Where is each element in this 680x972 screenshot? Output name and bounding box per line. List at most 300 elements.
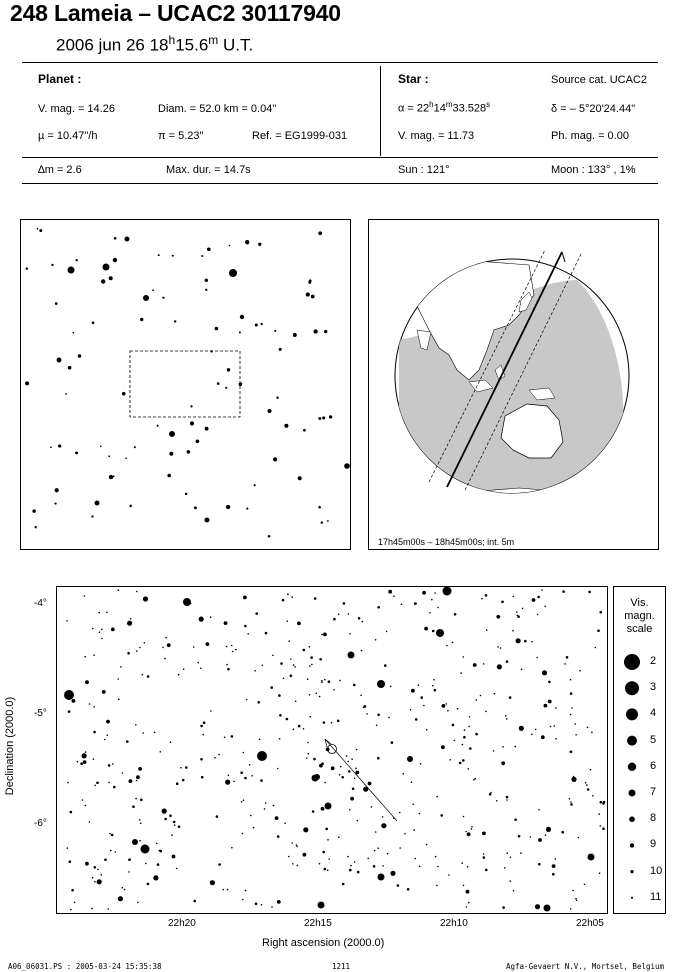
- finder-star: [129, 505, 132, 508]
- chart-star: [322, 851, 325, 854]
- chart-star: [288, 856, 290, 858]
- chart-star: [566, 656, 569, 659]
- chart-star: [291, 842, 293, 844]
- chart-star: [251, 775, 253, 777]
- finder-star: [229, 245, 231, 247]
- chart-star: [434, 689, 437, 692]
- globe-panel: [368, 219, 659, 550]
- chart-star: [489, 793, 492, 796]
- chart-star: [426, 729, 428, 731]
- alpha-h-unit: h: [429, 100, 434, 109]
- chart-star: [97, 879, 102, 884]
- chart-star: [382, 816, 384, 818]
- chart-star: [84, 595, 86, 597]
- chart-star: [102, 690, 106, 694]
- chart-star: [71, 889, 74, 892]
- chart-star: [541, 735, 545, 739]
- finder-star: [229, 269, 237, 277]
- info-divider: [380, 66, 381, 156]
- chart-star: [136, 775, 140, 779]
- finder-star: [158, 254, 160, 256]
- chart-star: [264, 808, 266, 810]
- scale-title-line-3: scale: [626, 623, 653, 635]
- chart-star: [471, 828, 473, 830]
- star-heading: Star :: [398, 72, 429, 86]
- chart-star: [350, 865, 352, 867]
- chart-star: [597, 629, 600, 632]
- finder-star: [194, 506, 197, 509]
- chart-star: [190, 603, 192, 605]
- chart-star: [471, 826, 473, 828]
- chart-star: [130, 618, 132, 620]
- finder-star: [322, 416, 325, 419]
- chart-star: [199, 617, 204, 622]
- chart-star: [459, 762, 462, 765]
- chart-star: [500, 647, 502, 649]
- chart-star: [328, 858, 330, 860]
- chart-star: [571, 777, 576, 782]
- chart-star: [85, 805, 87, 807]
- y-tick-3: -6°: [34, 818, 47, 829]
- star-delta: δ = – 5°20'24.44": [551, 103, 636, 115]
- chart-star: [306, 757, 308, 759]
- chart-star: [502, 906, 505, 909]
- chart-star: [210, 880, 215, 885]
- chart-star: [576, 900, 578, 902]
- chart-star: [584, 884, 586, 886]
- scale-label: 4: [650, 707, 657, 720]
- alpha-hours: α = 22: [398, 102, 430, 115]
- chart-star: [206, 642, 210, 646]
- chart-star: [442, 704, 446, 708]
- chart-star: [128, 871, 130, 873]
- chart-star: [433, 679, 435, 681]
- chart-star: [496, 615, 500, 619]
- chart-star: [106, 612, 108, 614]
- chart-star: [69, 695, 71, 697]
- chart-star: [293, 729, 295, 731]
- chart-star: [436, 796, 438, 798]
- chart-star: [233, 781, 235, 783]
- chart-star: [290, 674, 293, 677]
- chart-star: [122, 887, 124, 889]
- chart-star: [140, 799, 143, 802]
- chart-star: [167, 643, 171, 647]
- x-axis-label: Right ascension (2000.0): [262, 937, 385, 949]
- chart-star: [355, 768, 357, 770]
- chart-star: [535, 729, 537, 731]
- finder-star: [196, 439, 200, 443]
- chart-star: [277, 835, 280, 838]
- planet-parallax: π = 5.23": [158, 130, 204, 142]
- chart-star: [77, 761, 79, 763]
- chart-star: [550, 726, 552, 728]
- chart-star: [411, 781, 413, 783]
- event-datetime: [56, 33, 253, 56]
- chart-star: [67, 847, 69, 849]
- chart-star: [579, 670, 581, 672]
- chart-star: [210, 616, 212, 618]
- chart-star: [413, 829, 415, 831]
- chart-star: [555, 707, 557, 709]
- direction-arrow: [557, 252, 565, 262]
- chart-star: [328, 680, 331, 683]
- chart-star: [338, 836, 340, 838]
- chart-star: [243, 596, 247, 600]
- chart-star: [176, 868, 178, 870]
- finder-star: [318, 417, 321, 420]
- finder-star: [324, 330, 327, 333]
- chart-star: [118, 698, 120, 700]
- chart-star: [404, 833, 406, 835]
- chart-star: [493, 750, 495, 752]
- finder-star: [25, 381, 29, 385]
- chart-star: [224, 621, 228, 625]
- chart-star: [135, 724, 137, 726]
- chart-star: [535, 904, 540, 909]
- chart-star: [377, 714, 380, 717]
- chart-star: [449, 759, 451, 761]
- chart-star: [255, 612, 258, 615]
- chart-star: [109, 833, 111, 835]
- chart-star: [99, 632, 101, 634]
- chart-star: [246, 699, 248, 701]
- chart-star: [278, 694, 281, 697]
- chart-star: [388, 717, 390, 719]
- scale-title-line-2: magn.: [624, 610, 655, 622]
- finder-star: [55, 488, 59, 492]
- chart-star: [74, 902, 76, 904]
- chart-star: [544, 704, 548, 708]
- chart-star: [279, 714, 282, 717]
- chart-star: [316, 693, 318, 695]
- finder-star: [108, 455, 110, 457]
- star-chart: [57, 587, 607, 913]
- chart-star: [337, 720, 340, 723]
- chart-star: [486, 629, 488, 631]
- chart-star: [354, 861, 356, 863]
- chart-star: [270, 686, 273, 689]
- chart-star: [92, 628, 94, 630]
- chart-star: [466, 890, 470, 894]
- star-alpha: [398, 100, 490, 115]
- chart-star: [327, 839, 329, 841]
- chart-star: [244, 777, 247, 780]
- chart-star: [193, 900, 196, 903]
- chart-star: [147, 675, 150, 678]
- y-tick-1: -4°: [34, 598, 47, 609]
- chart-star: [462, 744, 464, 746]
- finder-star: [75, 451, 78, 454]
- scale-dot: [626, 708, 638, 720]
- chart-star: [298, 725, 301, 728]
- chart-star: [331, 722, 333, 724]
- chart-star: [244, 625, 247, 628]
- chart-star: [70, 909, 72, 911]
- finder-star: [207, 247, 211, 251]
- chart-star: [127, 652, 130, 655]
- chart-star: [303, 649, 306, 652]
- chart-star: [279, 738, 281, 740]
- chart-star: [293, 664, 295, 666]
- chart-star: [510, 857, 512, 859]
- chart-star: [323, 633, 327, 637]
- chart-star: [139, 840, 141, 842]
- chart-star: [504, 867, 506, 869]
- chart-star: [463, 816, 465, 818]
- alpha-m-unit: m: [445, 100, 453, 109]
- chart-star: [599, 611, 602, 614]
- chart-star: [452, 642, 454, 644]
- chart-star: [314, 597, 317, 600]
- chart-star: [91, 908, 93, 910]
- finder-star: [318, 506, 321, 509]
- finder-star: [226, 505, 230, 509]
- scale-label: 3: [650, 681, 657, 694]
- scale-dot: [631, 897, 633, 899]
- chart-star: [588, 854, 595, 861]
- chart-star: [346, 755, 348, 757]
- chart-star: [185, 766, 188, 769]
- chart-star: [519, 726, 524, 731]
- scale-label: 6: [650, 759, 657, 772]
- chart-star: [381, 823, 386, 828]
- finder-star: [190, 421, 194, 425]
- chart-star: [516, 638, 521, 643]
- chart-star: [227, 668, 230, 671]
- chart-star: [349, 809, 351, 811]
- chart-star: [537, 614, 539, 616]
- chart-star: [117, 678, 119, 680]
- scale-title-line-1: Vis.: [630, 597, 649, 609]
- chart-star: [362, 621, 364, 623]
- chart-star: [411, 689, 415, 693]
- chart-star: [319, 863, 321, 865]
- chart-star: [257, 701, 260, 704]
- chart-star: [303, 728, 305, 730]
- chart-star: [446, 703, 448, 705]
- scale-label: 10: [650, 864, 663, 877]
- finder-star: [167, 474, 171, 478]
- chart-star: [132, 805, 135, 808]
- chart-star: [129, 779, 133, 783]
- x-tick-3: 22h10: [440, 918, 468, 929]
- chart-star: [586, 784, 588, 786]
- chart-star: [265, 632, 268, 635]
- chart-star: [570, 751, 573, 754]
- chart-star: [67, 782, 69, 784]
- chart-star: [570, 714, 572, 716]
- chart-star: [377, 847, 379, 849]
- planet-diameter: Diam. = 52.0 km = 0.04": [158, 103, 277, 115]
- chart-star: [437, 866, 439, 868]
- chart-star: [390, 686, 392, 688]
- chart-star: [101, 874, 103, 876]
- chart-star: [590, 769, 592, 771]
- scale-dot: [624, 654, 640, 670]
- chart-star: [94, 866, 97, 869]
- chart-star: [497, 646, 499, 648]
- finder-star: [113, 258, 117, 262]
- star-chart-panel: [56, 586, 608, 914]
- chart-star: [145, 863, 147, 865]
- chart-star: [231, 847, 233, 849]
- chart-star: [422, 591, 426, 595]
- chart-star: [85, 751, 87, 753]
- chart-star: [501, 601, 504, 604]
- finder-star: [329, 415, 332, 418]
- chart-star: [245, 890, 247, 892]
- finder-star: [92, 321, 95, 324]
- chart-star: [113, 786, 116, 789]
- chart-star: [303, 853, 307, 857]
- finder-star: [174, 320, 176, 322]
- chart-star: [162, 647, 164, 649]
- chart-star: [521, 669, 523, 671]
- chart-star: [143, 596, 148, 601]
- chart-star: [324, 782, 326, 784]
- chart-star: [309, 665, 311, 667]
- chart-star: [142, 732, 144, 734]
- chart-star: [319, 658, 322, 661]
- star-source: Source cat. UCAC2: [551, 74, 647, 86]
- chart-star: [388, 590, 392, 594]
- chart-star: [375, 831, 377, 833]
- chart-star: [384, 664, 387, 667]
- chart-star: [348, 770, 351, 773]
- chart-star: [93, 758, 95, 760]
- chart-star: [463, 885, 465, 887]
- finder-star: [215, 327, 219, 331]
- finder-star: [55, 503, 57, 505]
- chart-star: [255, 903, 258, 906]
- chart-stars: [64, 587, 605, 912]
- chart-star: [357, 871, 360, 874]
- finder-star: [276, 397, 278, 399]
- chart-star: [517, 615, 519, 617]
- chart-star: [469, 716, 471, 718]
- ut-label: U.T.: [218, 35, 254, 55]
- finder-star: [172, 255, 174, 257]
- star-vmag: V. mag. = 11.73: [398, 130, 475, 142]
- chart-star: [310, 716, 312, 718]
- chart-star: [561, 831, 564, 834]
- chart-star: [226, 664, 228, 666]
- finder-star: [57, 358, 62, 363]
- chart-star: [142, 674, 144, 676]
- finder-star: [103, 264, 110, 271]
- chart-star: [466, 906, 468, 908]
- chart-star: [216, 815, 219, 818]
- chart-star: [124, 889, 126, 891]
- chart-star: [201, 776, 204, 779]
- chart-star: [410, 709, 412, 711]
- chart-star: [509, 696, 512, 699]
- chart-star: [303, 827, 308, 832]
- chart-star: [514, 818, 517, 821]
- chart-star: [286, 718, 289, 721]
- chart-star: [82, 753, 87, 758]
- chart-star: [485, 711, 487, 713]
- chart-star: [514, 746, 516, 748]
- chart-star: [66, 620, 68, 622]
- chart-star: [85, 680, 89, 684]
- chart-star: [165, 637, 167, 639]
- chart-star: [93, 706, 95, 708]
- chart-star: [434, 592, 436, 594]
- chart-star: [352, 788, 355, 791]
- chart-star: [390, 871, 395, 876]
- info-mid-rule: [22, 157, 658, 158]
- chart-star: [339, 680, 341, 682]
- chart-star: [324, 679, 326, 681]
- chart-star: [183, 668, 185, 670]
- scale-dots: [624, 654, 640, 899]
- finder-star: [78, 354, 82, 358]
- chart-star: [475, 733, 478, 736]
- chart-star: [94, 881, 96, 883]
- finder-star: [140, 318, 143, 321]
- finder-star: [217, 382, 220, 385]
- finder-star: [246, 508, 248, 510]
- chart-star: [598, 813, 600, 815]
- chart-star: [224, 737, 226, 739]
- chart-star: [448, 874, 450, 876]
- scale-dot: [629, 816, 635, 822]
- chart-star: [82, 799, 84, 801]
- chart-star: [226, 646, 228, 648]
- chart-star: [397, 884, 400, 887]
- finder-star: [50, 446, 52, 448]
- chart-star: [282, 599, 285, 602]
- chart-star: [271, 906, 273, 908]
- chart-star: [324, 868, 327, 871]
- finder-star: [58, 444, 61, 447]
- chart-star: [296, 846, 298, 848]
- chart-star: [240, 771, 243, 774]
- finder-star: [273, 457, 277, 461]
- planet-reference: Ref. = EG1999-031: [252, 130, 348, 142]
- chart-star: [275, 816, 279, 820]
- chart-star: [247, 633, 249, 635]
- chart-star: [257, 751, 267, 761]
- chart-star: [178, 825, 181, 828]
- chart-star: [506, 718, 508, 720]
- globe-map: [369, 220, 658, 549]
- chart-star: [325, 803, 332, 810]
- chart-star: [520, 852, 522, 854]
- chart-star: [183, 598, 191, 606]
- chart-star: [118, 896, 123, 901]
- chart-star: [202, 734, 204, 736]
- finder-star: [152, 289, 154, 291]
- chart-star: [342, 883, 345, 886]
- chart-star: [242, 899, 244, 901]
- x-tick-4: 22h05: [576, 918, 604, 929]
- chart-star: [349, 633, 351, 635]
- chart-star: [592, 795, 594, 797]
- chart-star: [483, 856, 486, 859]
- chart-star: [542, 670, 547, 675]
- chart-star: [140, 823, 142, 825]
- chart-star: [249, 764, 251, 766]
- chart-star: [296, 844, 298, 846]
- chart-star: [367, 858, 369, 860]
- delta-mag: ∆m = 2.6: [38, 164, 82, 176]
- chart-star: [333, 689, 335, 691]
- chart-star: [366, 713, 368, 715]
- chart-star: [440, 814, 443, 817]
